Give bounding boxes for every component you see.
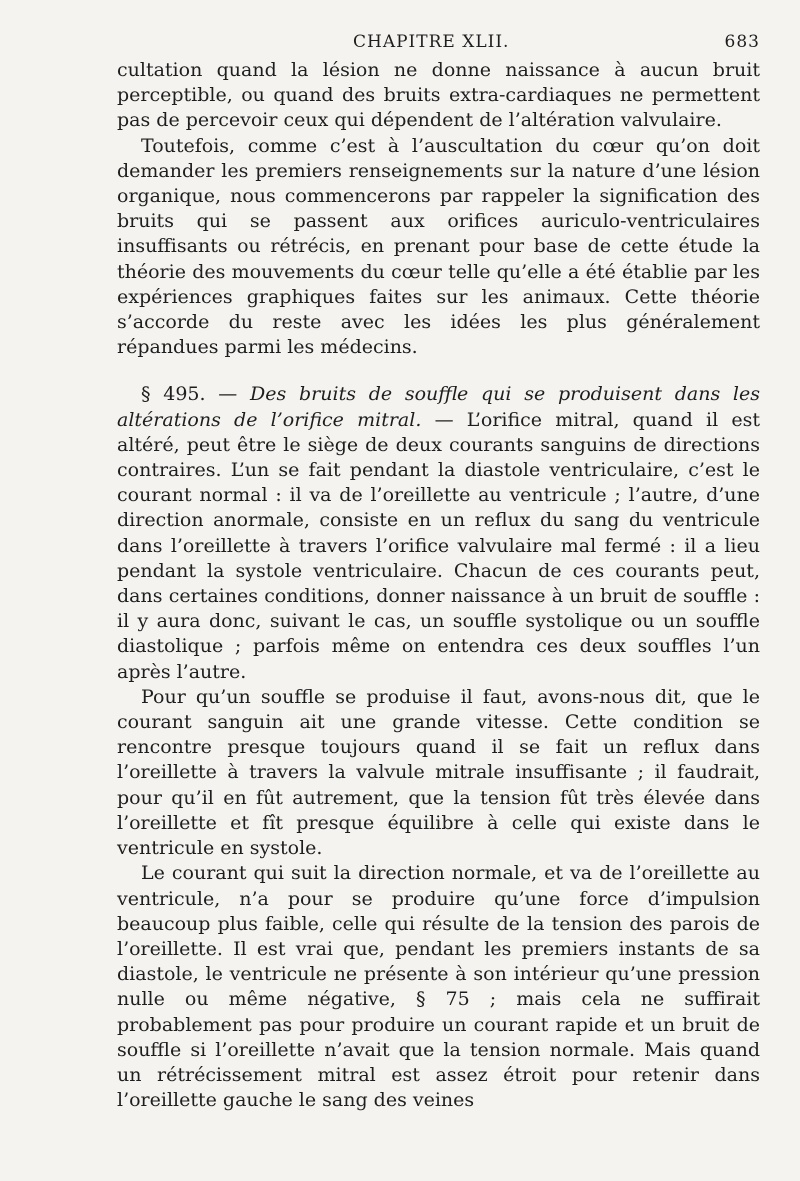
section-number: § 495. — bbox=[141, 383, 238, 406]
section-paragraph bbox=[117, 382, 760, 684]
section-title: Des bruits de souffle qui se produisent dans les altérations de l’orifice mitral. bbox=[117, 383, 761, 431]
paragraph: Le courant qui suit la direction normale, et va de l’oreillette au ventricule, n’a pour se produire qu’une force d’impulsion beaucoup plus faible, celle qui résulte de la tension des parois de l’oreillette. Il est vrai que, pendant les premiers instants de sa diastole, le ventricule ne présente à son intérieur qu’une pression nulle ou même négative, § 75 ; mais cela ne suffirait probablement pas pour produire un courant rapide et un bruit de souffle si l’oreillette n’avait que la tension normale. Mais quand un rétrécissement mitral est assez étroit pour retenir dans l’oreillette gauche le sang des veines bbox=[117, 862, 760, 1112]
running-header bbox=[117, 30, 760, 58]
body-text bbox=[117, 58, 760, 1113]
paragraph: Toutefois, comme c’est à l’auscultation du cœur qu’on doit demander les premiers renseignements sur la nature d’une lésion organique, nous commencerons par rappeler la signification des bruits qui se passent aux orifices auriculo-ventriculaires insuffisants ou rétrécis, en prenant pour base de cette étude la théorie des mouvements du cœur telle qu’elle a été établie par les expériences graphiques faites sur les animaux. Cette théorie s’accorde du reste avec les idées les plus généralement répandues parmi les médecins. bbox=[117, 134, 760, 359]
section-text: — L’orifice mitral, quand il est altéré, peut être le siège de deux courants sanguins de directions contraires. L’un se fait pendant la diastole ventriculaire, c’est le courant normal : il va de l’oreillette au ventricule ; l’autre, d’une direction anormale, consiste en un reflux du sang du ventricule dans l’oreillette à travers l’orifice valvulaire mal fermé : il a lieu pendant la systole ventriculaire. Chacun de ces courants peut, dans certaines conditions, donner naissance à un bruit de souffle : il y aura donc, suivant le cas, un souffle systolique ou un souffle diastolique ; parfois même on entendra ces deux souffles l’un après l’autre. bbox=[117, 408, 760, 683]
section-spacer bbox=[117, 360, 760, 382]
paragraph: Pour qu’un souffle se produise il faut, avons-nous dit, que le courant sanguin ait une grande vitesse. Cette condition se rencontre presque toujours quand il se fait un reflux dans l’oreillette à travers la valvule mitrale insuffisante ; il faudrait, pour qu’il en fût autrement, que la tension fût très élevée dans l’oreillette et fît presque équilibre à celle qui existe dans le ventricule en systole. bbox=[117, 685, 760, 860]
paragraph-continued: cultation quand la lésion ne donne naissance à aucun bruit perceptible, ou quand des bruits extra-cardiaques ne permettent pas de percevoir ceux qui dépendent de l’altération valvulaire. bbox=[117, 59, 760, 132]
chapter-title: CHAPITRE XLII. bbox=[353, 32, 510, 52]
page-number: 683 bbox=[724, 32, 760, 52]
